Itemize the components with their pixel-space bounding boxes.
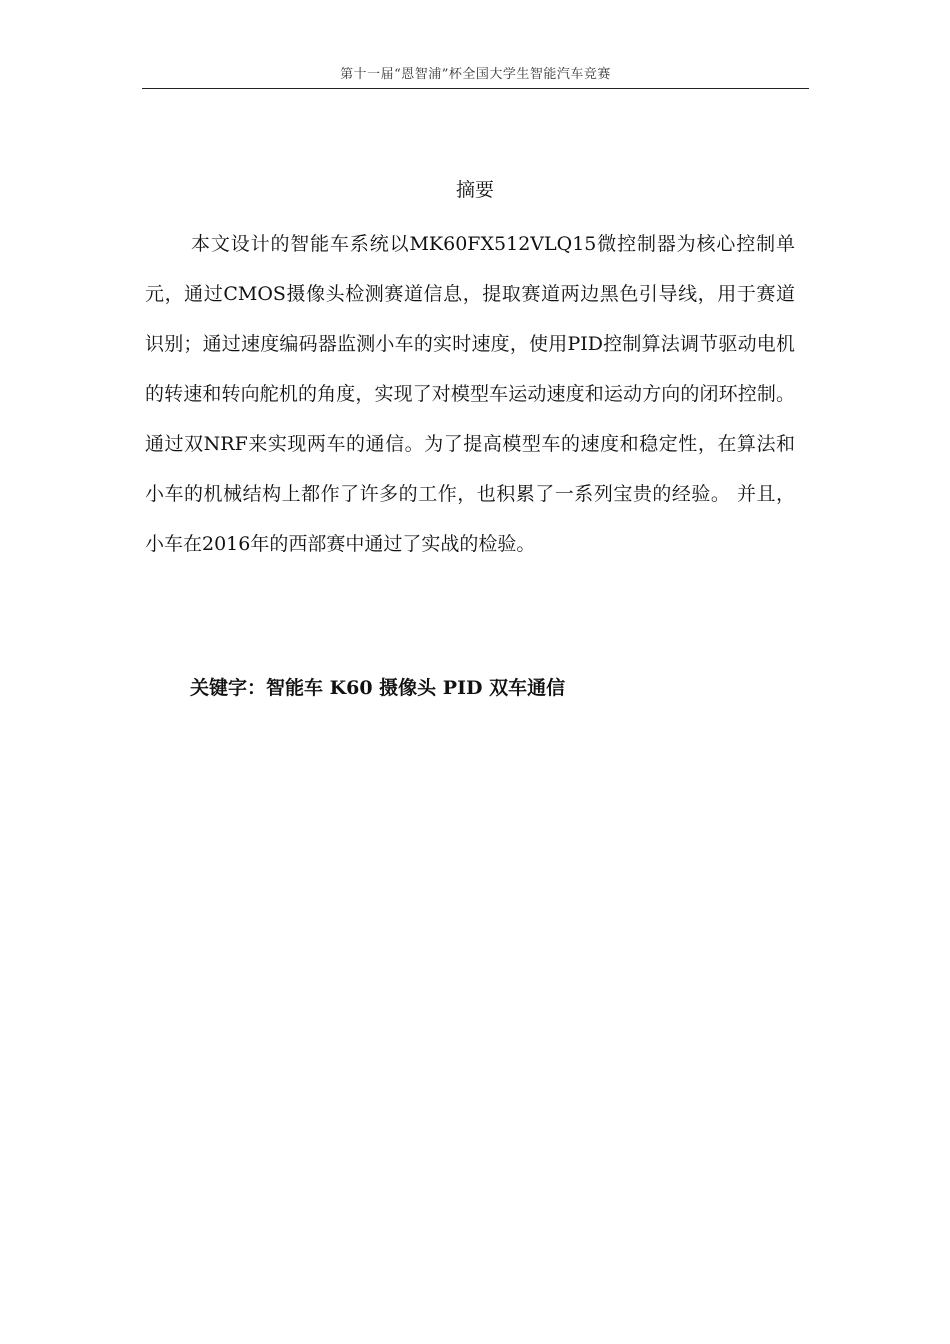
abstract-title: 摘要 (455, 179, 494, 201)
header-title: 第十一届“恩智浦”杯全国大学生智能汽车竞赛 (340, 67, 611, 82)
abstract-body: 本文设计的智能车系统以MK60FX512VLQ15微控制器为核心控制单元，通过CMOS摄像头检测赛道信息，提取赛道两边黑色引导线，用于赛道识别；通过速度编码器监测小车的实时速度，使用PID控制算法调节驱动电机的转速和转向舵机的角度，实现了对模型车运动速度和运动方向的闭环控制。通过双NRF来实现两车的通信。为了提高模型车的速度和稳定性，在算法和小车的机械结构上都作了许多的工作，也积累了一系列宝贵的经验。 并且，小车在2016年的西部赛中通过了实战的检验。 (145, 233, 795, 555)
page-header (142, 62, 809, 89)
keywords-line: 关键字：智能车 K60 摄像头 PID 双车通信 (190, 677, 566, 699)
